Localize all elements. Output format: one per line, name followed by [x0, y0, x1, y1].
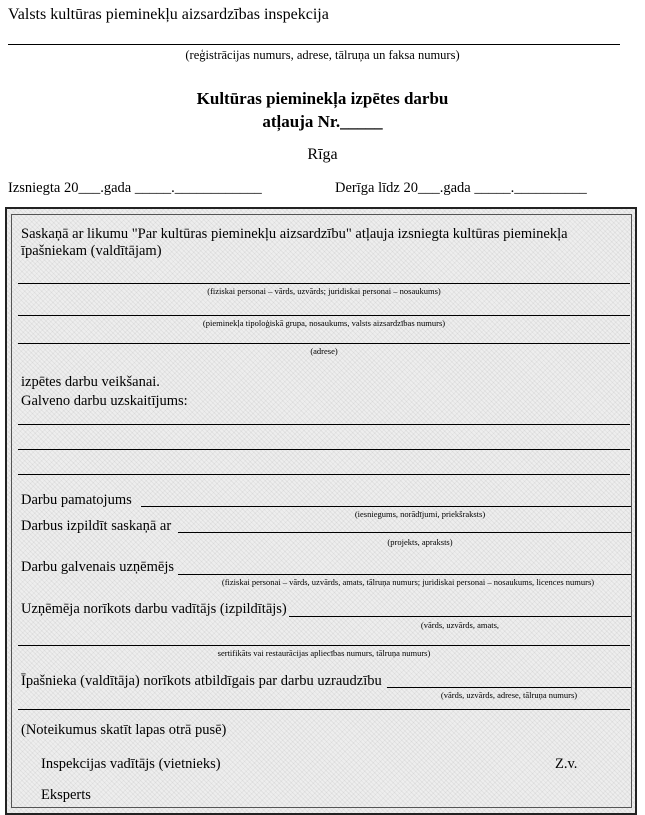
execute-line — [178, 532, 631, 533]
execute-label: Darbus izpildīt saskaņā ar — [21, 518, 172, 534]
monument-caption: (pieminekļa tipoloģiskā grupa, nosaukums, valsts aizsardzības numurs) — [202, 318, 446, 328]
supervisor-line-2 — [18, 709, 630, 710]
seal-label: Z.v. — [555, 756, 578, 772]
supervisor-caption: (vārds, uzvārds, adrese, tālruņa numurs) — [440, 690, 578, 700]
monument-line — [18, 315, 630, 316]
valid-until-date: Derīga līdz 20___.gada _____.__________ — [335, 180, 587, 196]
basis-caption: (iesniegums, norādījumi, priekšraksts) — [354, 509, 486, 519]
intro-text-line2: īpašniekam (valdītājam) — [21, 243, 162, 259]
issued-date: Izsniegta 20___.gada _____.____________ — [8, 180, 262, 196]
manager-line — [289, 616, 631, 617]
contractor-label: Darbu galvenais uzņēmējs — [21, 559, 175, 575]
manager-caption-2: sertifikāts vai restaurācijas apliecības numurs, tālruņa numurs) — [217, 648, 431, 658]
city: Rīga — [307, 146, 338, 163]
org-name: Valsts kultūras pieminekļu aizsardzības inspekcija — [8, 6, 329, 23]
org-details-caption: (reģistrācijas numurs, adrese, tālruņa un faksa numurs) — [185, 48, 460, 62]
manager-line-2 — [18, 645, 630, 646]
purpose-text: izpētes darbu veikšanai. — [21, 374, 160, 390]
permit-number: atļauja Nr._____ — [262, 112, 383, 131]
rules-note: (Noteikumus skatīt lapas otrā pusē) — [21, 722, 227, 738]
address-line — [18, 343, 630, 344]
intro-text: Saskaņā ar likumu "Par kultūras pieminekļu aizsardzību" atļauja izsniegta kultūras pieminekļa — [21, 226, 568, 242]
works-line-2 — [18, 449, 630, 450]
expert-label: Eksperts — [41, 787, 91, 803]
works-line-3 — [18, 474, 630, 475]
org-details-line — [8, 44, 620, 45]
owner-line — [18, 283, 630, 284]
document-title: Kultūras pieminekļa izpētes darbu — [196, 89, 449, 108]
contractor-caption: (fiziskai personai – vārds, uzvārds, amats, tālruņa numurs; juridiskai personai – nosaukums, licences numurs) — [221, 577, 595, 587]
owner-caption: (fiziskai personai – vārds, uzvārds; juridiskai personai – nosaukums) — [207, 286, 441, 296]
works-list-label: Galveno darbu uzskaitījums: — [21, 393, 188, 409]
manager-caption: (vārds, uzvārds, amats, — [420, 620, 500, 630]
basis-label: Darbu pamatojums — [21, 492, 132, 508]
basis-line — [141, 506, 631, 507]
contractor-line — [178, 574, 631, 575]
works-line-1 — [18, 424, 630, 425]
supervisor-label: Īpašnieka (valdītāja) norīkots atbildīgais par darbu uzraudzību — [21, 673, 382, 689]
supervisor-line — [387, 687, 631, 688]
address-caption: (adrese) — [310, 346, 338, 356]
manager-label: Uzņēmēja norīkots darbu vadītājs (izpildītājs) — [21, 601, 287, 617]
inspection-head-label: Inspekcijas vadītājs (vietnieks) — [41, 756, 221, 772]
execute-caption: (projekts, apraksts) — [387, 537, 453, 547]
